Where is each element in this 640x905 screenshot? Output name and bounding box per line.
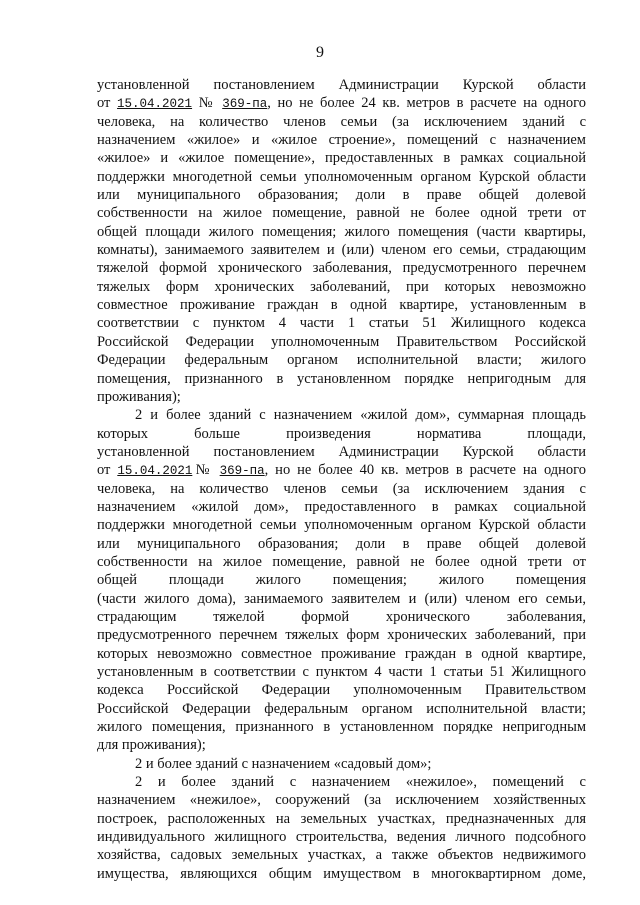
text-line [97,736,586,754]
text-segment: построек, расположенных на земельных участках, предназначенных для [97,810,586,827]
text-line [97,131,586,149]
text-segment: «жилое» и «жилое помещение», предоставленных в рамках социальной [97,150,586,167]
text-line [97,626,586,644]
text-line [97,590,586,608]
text-segment: от [97,95,118,112]
text-line [97,461,586,479]
document-date: 15.04.2021 [117,97,193,112]
text-line [97,571,586,589]
text-segment: назначением «жилое» и «жилое строение», помещений с назначением [97,132,586,149]
paragraph [97,773,586,883]
text-line [97,113,586,131]
text-line [97,718,586,736]
text-line [97,810,586,828]
text-line [97,168,586,186]
text-segment: , но не более 40 кв. метров в расчете на одного [264,462,586,479]
document-number: 369-па [222,97,268,112]
text-segment: назначением «жилой дом», предоставленного в рамках социальной [97,498,586,515]
text-segment: Федерации федеральным органом исполнительной власти; жилого [97,352,586,369]
text-segment: № [192,462,220,479]
text-segment: человека, на количество членов семьи (за исключением зданий с [97,113,586,130]
text-segment: или муниципального образования; доли в праве общей долевой [97,535,586,552]
text-line [97,865,586,883]
document-number: 369-па [219,464,265,479]
text-segment: тяжелых форм хронических заболеваний, при которых невозможно [97,278,586,295]
text-segment: 2 и более зданий с назначением «жилой дом», суммарная площадь [135,407,586,424]
text-line [97,314,586,332]
text-segment: общей площади жилого помещения; жилого помещения (части квартиры, [97,223,586,240]
text-segment: поддержки многодетной семьи уполномоченным органом Курской области [97,168,586,185]
text-segment: хозяйства, садовых земельных участках, а также объектов недвижимого [97,847,586,864]
text-segment: собственности на жилое помещение, равной не более одной трети от [97,205,586,222]
text-line [97,700,586,718]
paragraph [97,755,586,773]
text-line [97,76,586,94]
text-segment: кодекса Российской Федерации уполномоченным Правительством [97,682,586,699]
text-segment: установленным в соответствии с пунктом 4 части 1 статьи 51 Жилищного [97,664,586,680]
text-segment: тяжелой формой хронического заболевания, предусмотренного перечнем [97,260,586,277]
text-segment: назначением «нежилое», сооружений (за исключением хозяйственных [97,792,586,809]
text-line [97,755,586,773]
text-line [97,791,586,809]
text-line [97,241,586,259]
text-line [97,186,586,204]
document-body [97,76,586,883]
text-line [97,645,586,663]
text-line [97,480,586,498]
text-segment: собственности на жилое помещение, равной не более одной трети от [97,553,586,570]
text-line [97,406,586,424]
text-segment: 2 и более зданий с назначением «садовый дом»; [135,755,432,772]
text-segment: или муниципального образования; доли в праве общей долевой [97,187,586,204]
text-line [97,223,586,241]
text-line [97,443,586,461]
text-segment: Российской Федерации уполномоченным Правительством Российской [97,333,586,350]
text-line [97,388,586,406]
text-segment: соответствии с пунктом 4 части 1 статьи 51 Жилищного кодекса [97,315,586,332]
text-line [97,535,586,553]
text-line [97,94,586,112]
text-line [97,425,586,443]
text-line [97,681,586,699]
text-segment: установленной постановлением Администрации Курской области [97,77,586,93]
text-segment: страдающим тяжелой формой хронического заболевания, [97,608,586,625]
text-segment: которых больше произведения норматива площади, [97,425,586,442]
text-line [97,828,586,846]
text-segment: Российской Федерации федеральным органом исполнительной власти; [97,700,586,717]
paragraph [97,406,586,755]
text-line [97,351,586,369]
text-segment: комнаты), занимаемого заявителем и (или) членом его семьи, страдающим [97,242,586,259]
text-line [97,846,586,864]
text-line [97,259,586,277]
text-segment: совместное проживание граждан в одной квартире, установленным в [97,297,586,314]
text-line [97,608,586,626]
paragraph [97,76,586,406]
text-segment: жилого помещения, признанного в установленном порядке непригодным [97,719,586,736]
text-line [97,333,586,351]
text-line [97,516,586,534]
document-date: 15.04.2021 [117,464,193,479]
text-line [97,370,586,388]
text-segment: , но не более 24 кв. метров в расчете на одного [267,95,586,112]
text-segment: человека, на количество членов семьи (за исключением здания с [97,480,586,497]
text-segment: общей площади жилого помещения; жилого помещения [97,572,586,589]
text-segment: индивидуального жилищного строительства, ведения личного подсобного [97,829,586,846]
text-segment: имущества, являющихся общим имуществом в многоквартирном доме, [97,865,586,882]
text-line [97,149,586,167]
text-line [97,278,586,296]
text-line [97,773,586,791]
text-segment: 2 и более зданий с назначением «нежилое», помещений с [135,774,586,791]
page-number: 9 [316,44,324,61]
text-line [97,296,586,314]
text-segment: помещения, признанного в установленном порядке непригодным для [97,370,586,387]
text-line [97,663,586,681]
text-segment: от [97,462,118,479]
text-segment: № [192,95,223,112]
text-segment: проживания); [97,388,181,405]
text-segment: предусмотренного перечнем тяжелых форм хронических заболеваний, при [97,627,586,644]
text-line [97,204,586,222]
text-line [97,498,586,516]
text-segment: поддержки многодетной семьи уполномоченным органом Курской области [97,517,586,534]
text-segment: установленной постановлением Администрации Курской области [97,443,586,460]
text-line [97,553,586,571]
text-segment: для проживания); [97,737,206,754]
text-segment: которых невозможно совместное проживание граждан в одной квартире, [97,645,586,662]
text-segment: (части жилого дома), занимаемого заявителем и (или) членом его семьи, [97,590,586,607]
